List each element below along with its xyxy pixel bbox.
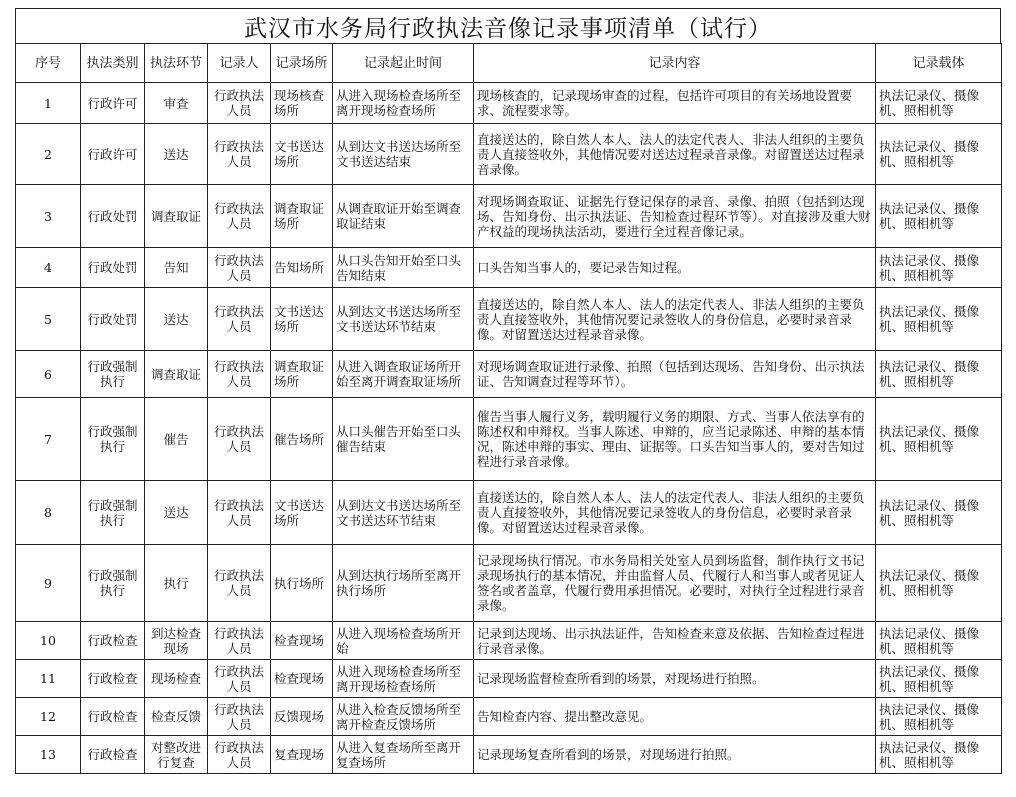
recorder-cell: 行政执法人员 [208,83,271,124]
row-number: 8 [16,481,81,545]
header-cell: 记录人 [208,44,271,83]
row-number: 10 [16,622,81,660]
content-cell: 直接送达的，除自然人本人、法人的法定代表人、非法人组织的主要负责人直接签收外，其他情况要记录签收人的身份信息，必要时录音录像。对留置送达过程录音录像。 [474,481,876,545]
content-cell: 直接送达的，除自然人本人、法人的法定代表人、非法人组织的主要负责人直接签收外，其他情况要记录签收人的身份信息，必要时录音录像。对留置送达过程录音录像。 [474,288,876,351]
place-cell: 反馈现场 [271,698,333,736]
time-cell: 从进入复查场所至离开复查场所 [333,736,474,774]
place-cell: 检查现场 [271,622,333,660]
time-cell: 从口头告知开始至口头告知结束 [333,248,474,288]
stage-cell: 送达 [145,124,208,185]
header-row [16,44,1002,83]
row-number: 3 [16,185,81,248]
place-cell: 催告场所 [271,398,333,481]
stage-cell: 调查取证 [145,185,208,248]
row-number: 13 [16,736,81,774]
document-title: 武汉市水务局行政执法音像记录事项清单（试行） [244,15,772,42]
place-cell: 复查现场 [271,736,333,774]
header-cell: 记录内容 [474,44,876,83]
recorder-cell: 行政执法人员 [208,481,271,545]
table-row [16,185,1002,248]
stage-cell: 催告 [145,398,208,481]
place-cell: 告知场所 [271,248,333,288]
time-cell: 从进入检查反馈场所至离开检查反馈场所 [333,698,474,736]
recorder-cell: 行政执法人员 [208,351,271,398]
carrier-cell: 执法记录仪、摄像机、照相机等 [876,288,1002,351]
carrier-cell: 执法记录仪、摄像机、照相机等 [876,622,1002,660]
place-cell: 检查现场 [271,660,333,698]
recorder-cell: 行政执法人员 [208,660,271,698]
carrier-cell: 执法记录仪、摄像机、照相机等 [876,398,1002,481]
content-cell: 直接送达的，除自然人本人、法人的法定代表人、非法人组织的主要负责人直接签收外，其他情况要对送达过程录音录像。对留置送达过程录音录像。 [474,124,876,185]
category-cell: 行政强制执行 [81,351,145,398]
recorder-cell: 行政执法人员 [208,398,271,481]
recorder-cell: 行政执法人员 [208,248,271,288]
category-cell: 行政检查 [81,622,145,660]
category-cell: 行政强制执行 [81,481,145,545]
records-table [15,43,1002,774]
recorder-cell: 行政执法人员 [208,736,271,774]
table-row [16,660,1002,698]
place-cell: 现场核查场所 [271,83,333,124]
category-cell: 行政许可 [81,124,145,185]
stage-cell: 到达检查现场 [145,622,208,660]
table-row [16,124,1002,185]
category-cell: 行政处罚 [81,288,145,351]
row-number: 4 [16,248,81,288]
content-cell: 记录现场执行情况。市水务局相关处室人员到场监督，制作执行文书记录现场执行的基本情况，并由监督人员、代履行人和当事人或者见证人签名或者盖章，代履行费用承担情况。必要时，对执行全过程进行录音录像。 [474,545,876,622]
content-cell: 口头告知当事人的，要记录告知过程。 [474,248,876,288]
carrier-cell: 执法记录仪、摄像机、照相机等 [876,124,1002,185]
place-cell: 执行场所 [271,545,333,622]
recorder-cell: 行政执法人员 [208,622,271,660]
stage-cell: 告知 [145,248,208,288]
place-cell: 文书送达场所 [271,288,333,351]
table-row [16,698,1002,736]
stage-cell: 审查 [145,83,208,124]
carrier-cell: 执法记录仪、摄像机、照相机等 [876,185,1002,248]
stage-cell: 调查取证 [145,351,208,398]
carrier-cell: 执法记录仪、摄像机、照相机等 [876,351,1002,398]
time-cell: 从调查取证开始至调查取证结束 [333,185,474,248]
table-row [16,481,1002,545]
title-row [15,8,1001,43]
carrier-cell: 执法记录仪、摄像机、照相机等 [876,248,1002,288]
document-sheet [15,8,1001,774]
place-cell: 调查取证场所 [271,185,333,248]
header-cell: 执法环节 [145,44,208,83]
table-row [16,545,1002,622]
time-cell: 从进入调查取证场所开始至离开调查取证场所 [333,351,474,398]
stage-cell: 送达 [145,481,208,545]
recorder-cell: 行政执法人员 [208,698,271,736]
content-cell: 对现场调查取证、证据先行登记保存的录音、录像、拍照（包括到达现场、告知身份、出示执法证、告知检查过程环节等）。对直接涉及重大财产权益的现场执法活动，要进行全过程音像记录。 [474,185,876,248]
content-cell: 现场核查的，记录现场审查的过程，包括许可项目的有关场地设置要求、流程要求等。 [474,83,876,124]
place-cell: 文书送达场所 [271,481,333,545]
category-cell: 行政许可 [81,83,145,124]
recorder-cell: 行政执法人员 [208,185,271,248]
table-row [16,736,1002,774]
category-cell: 行政强制执行 [81,398,145,481]
category-cell: 行政处罚 [81,185,145,248]
header-cell: 记录场所 [271,44,333,83]
time-cell: 从到达执行场所至离开执行场所 [333,545,474,622]
carrier-cell: 执法记录仪、摄像机、照相机等 [876,545,1002,622]
time-cell: 从进入现场检查场所至离开现场检查场所 [333,83,474,124]
stage-cell: 执行 [145,545,208,622]
place-cell: 文书送达场所 [271,124,333,185]
carrier-cell: 执法记录仪、摄像机、照相机等 [876,660,1002,698]
table-row [16,83,1002,124]
carrier-cell: 执法记录仪、摄像机、照相机等 [876,83,1002,124]
header-cell: 执法类别 [81,44,145,83]
category-cell: 行政强制执行 [81,545,145,622]
row-number: 5 [16,288,81,351]
row-number: 11 [16,660,81,698]
time-cell: 从进入现场检查场所至离开现场检查场所 [333,660,474,698]
category-cell: 行政处罚 [81,248,145,288]
table-row [16,351,1002,398]
table-row [16,248,1002,288]
row-number: 2 [16,124,81,185]
content-cell: 催告当事人履行义务，载明履行义务的期限、方式、当事人依法享有的陈述权和申辩权。当事人陈述、申辩的，应当记录陈述、申辩的基本情况，陈述申辩的事实、理由、证据等。口头告知当事人的，要对告知过程进行录音录像。 [474,398,876,481]
content-cell: 记录到达现场、出示执法证件，告知检查来意及依据、告知检查过程进行录音录像。 [474,622,876,660]
carrier-cell: 执法记录仪、摄像机、照相机等 [876,481,1002,545]
carrier-cell: 执法记录仪、摄像机、照相机等 [876,736,1002,774]
table-row [16,622,1002,660]
stage-cell: 现场检查 [145,660,208,698]
time-cell: 从口头催告开始至口头催告结束 [333,398,474,481]
time-cell: 从到达文书送达场所至文书送达环节结束 [333,288,474,351]
content-cell: 对现场调查取证进行录像、拍照（包括到达现场、告知身份、出示执法证、告知调查过程等环节）。 [474,351,876,398]
content-cell: 记录现场复查所看到的场景，对现场进行拍照。 [474,736,876,774]
category-cell: 行政检查 [81,698,145,736]
content-cell: 记录现场监督检查所看到的场景，对现场进行拍照。 [474,660,876,698]
category-cell: 行政检查 [81,660,145,698]
time-cell: 从到达文书送达场所至文书送达环节结束 [333,481,474,545]
header-cell: 记录起止时间 [333,44,474,83]
table-row [16,398,1002,481]
stage-cell: 送达 [145,288,208,351]
row-number: 7 [16,398,81,481]
row-number: 9 [16,545,81,622]
header-cell: 序号 [16,44,81,83]
place-cell: 调查取证场所 [271,351,333,398]
content-cell: 告知检查内容、提出整改意见。 [474,698,876,736]
stage-cell: 对整改进行复查 [145,736,208,774]
row-number: 12 [16,698,81,736]
carrier-cell: 执法记录仪、摄像机、照相机等 [876,698,1002,736]
row-number: 1 [16,83,81,124]
row-number: 6 [16,351,81,398]
time-cell: 从进入现场检查场所开始 [333,622,474,660]
recorder-cell: 行政执法人员 [208,124,271,185]
stage-cell: 检查反馈 [145,698,208,736]
category-cell: 行政检查 [81,736,145,774]
recorder-cell: 行政执法人员 [208,288,271,351]
recorder-cell: 行政执法人员 [208,545,271,622]
time-cell: 从到达文书送达场所至文书送达结束 [333,124,474,185]
table-row [16,288,1002,351]
header-cell: 记录载体 [876,44,1002,83]
